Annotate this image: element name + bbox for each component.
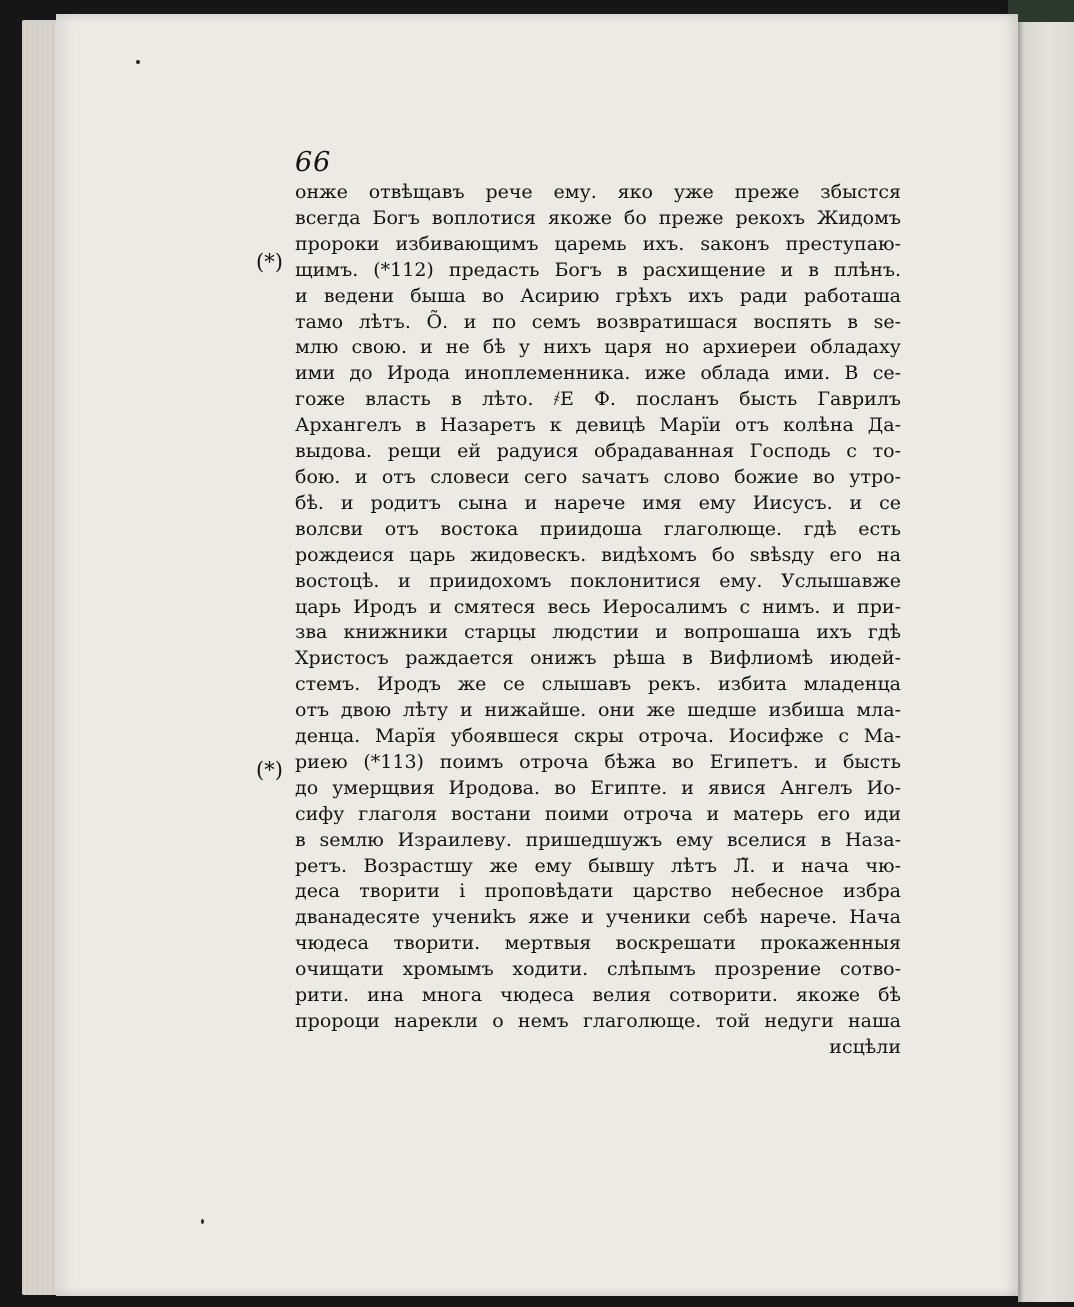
text-line: востоцѣ. и приидохомъ поклонитися ему. Услышавже [295, 569, 901, 592]
text-line: щимъ. (*112) предасть Богъ в расхищение и в плѣнъ. [295, 258, 901, 281]
text-line: бѣ. и родитъ сына и нарече имя ему Иисусъ. и се [295, 491, 901, 514]
page-text-block [295, 148, 907, 1061]
facing-page-edge [1018, 22, 1074, 1302]
text-line: деса творити і проповѣдати царство небесное избра [295, 880, 901, 903]
text-line: риею (*113) поимъ отроча бѣжа во Египетъ. и бысть [295, 750, 901, 773]
text-line: стемъ. Иродъ же се слышавъ рекъ. избита младенца [295, 673, 901, 696]
margin-footnote-mark: (*) [256, 250, 283, 274]
text-line: ретъ. Возрастшу же ему бывшу лѣтъ Л̃. и нача чю- [295, 854, 901, 877]
text-line: рождеися царь жидовескъ. видѣхомъ бо ѕвѣѕду его на [295, 543, 901, 566]
text-line: пророци нарекли о немъ глаголюще. той недуги наша [295, 1010, 901, 1032]
text-line: пророки избивающимъ царемь ихъ. ѕаконъ преступаю- [295, 232, 901, 255]
text-line: в ѕемлю Израилеву. пришедшужъ ему вселися в Наза- [295, 828, 901, 851]
text-line: ими до Ирода иноплеменника. иже облада ими. В се- [295, 362, 901, 385]
text-line: отъ двою лѣту и нижайше. они же шедше избиша мла- [295, 699, 901, 722]
text-line: волсви отъ востока приидоша глаголюще. гдѣ есть [295, 517, 901, 540]
text-line: рити. ина многа чюдеса велия сотворити. якоже бѣ [295, 984, 901, 1007]
text-line: и ведени быша во Асирию грѣхъ ихъ ради работаша [295, 284, 901, 307]
text-line: чюдеса творити. мертвыя воскрешати прокаженныя [295, 932, 901, 955]
text-line: дванадесяте учениkъ яже и ученики себѣ нарече. Нача [295, 906, 901, 929]
text-line: выдова. рещи ей радуися обрадаванная Господь с то- [295, 440, 901, 463]
text-line: онже отвѣщавъ рече ему. яко уже преже збыстся [295, 181, 901, 203]
text-line: бою. и отъ словеси сего ѕачатъ слово божие во утро- [295, 465, 901, 488]
margin-footnote-mark: (*) [256, 758, 283, 782]
text-line: до умерщвия Иродова. во Египте. и явися Ангелъ Ио- [295, 776, 901, 799]
text-line: всегда Богъ воплотися якоже бо преже рекохъ Жидомъ [295, 206, 901, 229]
text-line: млю свою. и не бѣ у нихъ царя но архиереи обладаху [295, 336, 901, 359]
text-line: сифу глаголя востани поими отроча и матерь его иди [295, 802, 901, 825]
page-number: 66 [295, 147, 332, 178]
text-line: царь Иродъ и смятеся весь Иеросалимъ с нимъ. и при- [295, 595, 901, 618]
text-line: тамо лѣтъ. О̃. и по семъ возвратишася воспять в ѕе- [295, 310, 901, 333]
text-line: денца. Марїя убоявшеся скры отроча. Иосифже с Ма- [295, 725, 901, 748]
text-line: Христосъ раждается онижъ рѣша в Вифлиомѣ июдей- [295, 647, 901, 670]
catchword: исцѣли [829, 1035, 901, 1058]
text-line: гоже власть в лѣто. ҂Е Ф. посланъ бысть Гаврилъ [295, 388, 901, 411]
text-line: очищати хромымъ ходити. слѣпымъ прозрение сотво- [295, 958, 901, 981]
ink-speck [201, 1219, 204, 1224]
ink-speck [136, 60, 140, 64]
text-line: Архангелъ в Назаретъ к девицѣ Марїи отъ колѣна Да- [295, 414, 901, 437]
text-line: зва книжники старцы людстии и вопрошаша ихъ гдѣ [295, 621, 901, 644]
